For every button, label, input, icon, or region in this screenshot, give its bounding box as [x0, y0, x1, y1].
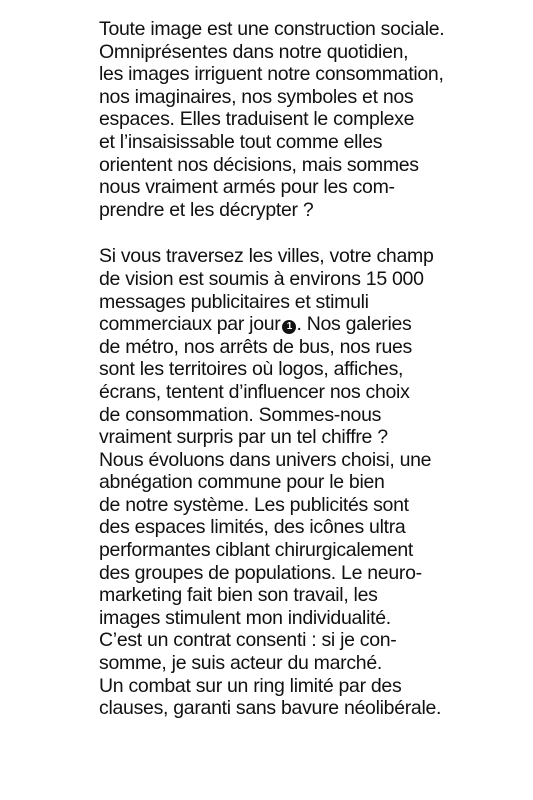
- text-line: performantes ciblant chirurgicalement: [99, 539, 414, 562]
- paragraph-1: [99, 18, 524, 221]
- text-line: Un combat sur un ring limité par des: [99, 674, 402, 697]
- text-line: abnégation commune pour le bien: [99, 471, 385, 494]
- text-line: des groupes de populations. Le neuro-: [99, 561, 422, 584]
- text-line: Nous évoluons dans univers choisi, une: [99, 448, 432, 471]
- text-line: somme, je suis acteur du marché.: [99, 652, 383, 675]
- text-line: messages publicitaires et stimuli: [99, 290, 369, 313]
- text-line: de notre système. Les publicités sont: [99, 493, 409, 516]
- text-line: marketing fait bien son travail, les: [99, 584, 378, 607]
- text-line: nos imaginaires, nos symboles et nos: [99, 85, 414, 108]
- text-line: de métro, nos arrêts de bus, nos rues: [99, 335, 412, 358]
- text-line: prendre et les décrypter ?: [99, 198, 314, 221]
- text-line: et l’insaisissable tout comme elles: [99, 130, 383, 153]
- text-line: images stimulent mon individualité.: [99, 606, 391, 629]
- text-line: nous vraiment armés pour les com-: [99, 176, 395, 199]
- text-fragment: . Nos galeries: [296, 313, 412, 336]
- text-line: sont les territoires où logos, affiches,: [99, 358, 404, 381]
- text-line: écrans, tentent d’influencer nos choix: [99, 380, 410, 403]
- text-line: C’est un contrat consenti : si je con-: [99, 629, 397, 652]
- footnote-marker[interactable]: 1: [282, 320, 296, 334]
- text-line: vraiment surpris par un tel chiffre ?: [99, 426, 388, 449]
- text-line: clauses, garanti sans bavure néolibérale.: [99, 697, 442, 720]
- text-page: [99, 18, 524, 720]
- text-line: des espaces limités, des icônes ultra: [99, 516, 406, 539]
- text-line: de vision est soumis à environs 15 000: [99, 267, 424, 290]
- text-line: de consommation. Sommes-nous: [99, 403, 382, 426]
- text-fragment: commerciaux par jour: [99, 313, 281, 336]
- text-line: orientent nos décisions, mais sommes: [99, 153, 419, 176]
- paragraph-2: [99, 245, 524, 719]
- text-line: espaces. Elles traduisent le complexe: [99, 108, 415, 131]
- text-line-with-footnote: [99, 313, 524, 336]
- text-line: Toute image est une construction sociale.: [99, 18, 445, 40]
- text-line: les images irriguent notre consommation,: [99, 63, 444, 86]
- text-line: Omniprésentes dans notre quotidien,: [99, 40, 409, 63]
- text-line: Si vous traversez les villes, votre champ: [99, 245, 434, 268]
